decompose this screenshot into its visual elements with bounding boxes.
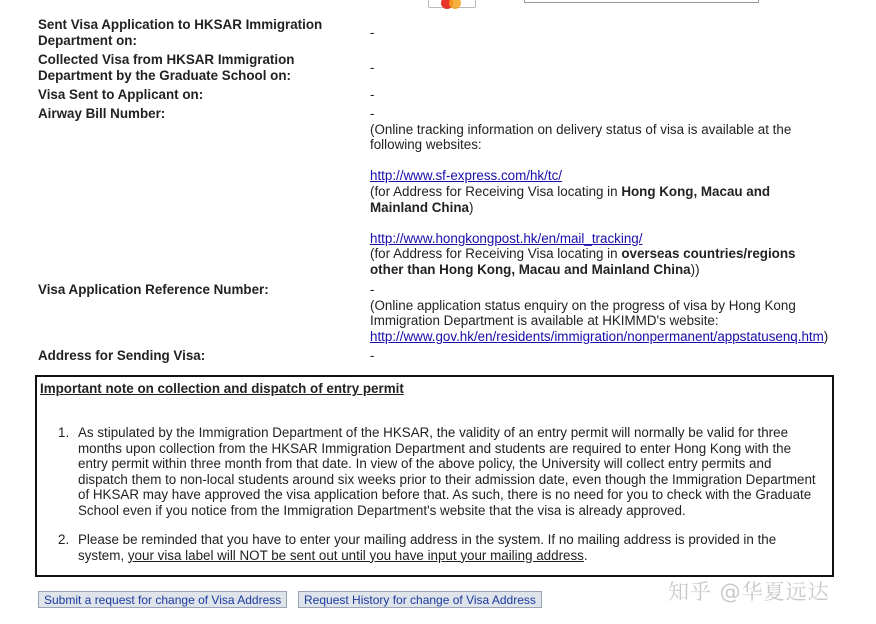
- label-address: Address for Sending Visa:: [38, 348, 206, 363]
- label-visa-sent: Visa Sent to Applicant on:: [38, 87, 204, 102]
- value-reference-number: - (Online application status enquiry on the progress of visa by Hong Kong Immigration Department is available at HKIMMD's website: http://www.gov.hk/en/residents/immigration/nonpermanent/appstatusenq.htm): [370, 282, 838, 344]
- submit-change-address-button[interactable]: Submit a request for change of Visa Address: [38, 591, 287, 608]
- label-line: Department on:: [38, 33, 137, 48]
- label-line: Department by the Graduate School on:: [38, 68, 291, 83]
- note-item-2-text: Please be reminded that you have to enter your mailing address in the system. If no mailing address is provided in the system, your visa label will NOT be sent out until you have input your mailing address.: [78, 532, 777, 563]
- sf-note: (for Address for Receiving Visa locating in Hong Kong, Macau and: [370, 183, 771, 199]
- label-sent-visa: [38, 17, 338, 49]
- note-title: Important note on collection and dispatch of entry permit: [40, 381, 404, 396]
- hongkongpost-link[interactable]: http://www.hongkongpost.hk/en/mail_tracking/: [370, 230, 643, 246]
- watermark: 知乎 @华夏远达: [668, 580, 830, 604]
- value-airway-bill: [370, 106, 838, 278]
- label-line: Collected Visa from HKSAR Immigration: [38, 52, 295, 67]
- hkpost-note: other than Hong Kong, Macau and Mainland China)): [370, 261, 700, 277]
- item-number: 2.: [58, 532, 70, 547]
- value-visa-sent: -: [370, 87, 375, 102]
- hkpost-note: (for Address for Receiving Visa locating in overseas countries/regions: [370, 246, 796, 262]
- reference-value: -: [370, 282, 375, 297]
- item-number: 1.: [58, 425, 70, 440]
- request-history-button[interactable]: Request History for change of Visa Address: [298, 591, 542, 608]
- label-reference-number: Visa Application Reference Number:: [38, 282, 269, 297]
- label-collected-visa: [38, 52, 338, 84]
- value-collected-visa: -: [370, 60, 375, 75]
- sf-note: Mainland China): [370, 199, 474, 215]
- airway-intro: following websites:: [370, 137, 482, 153]
- card-logo-icon: [428, 0, 476, 8]
- important-note-box: [35, 375, 834, 577]
- top-input-field[interactable]: [524, 0, 759, 3]
- airway-intro: (Online tracking information on delivery status of visa is available at the: [370, 121, 792, 137]
- label-line: Sent Visa Application to HKSAR Immigration: [38, 17, 323, 32]
- airway-value: -: [370, 106, 375, 121]
- note-item-1-text: As stipulated by the Immigration Department of the HKSAR, the validity of an entry permit will normally be valid for three months upon collection from the HKSAR Immigration Department and students are required to enter Hong Kong with the entry permit within three month from that date. In view of the above policy, the University will collect entry permits and dispatch them to non-local students around six weeks prior to their admission date, even though the Immigration Department of HKSAR may have approved the visa application before that. As such, there is no need for you to check with the Graduate School even if you notice from the Immigration Department's website that the visa is already approved.: [78, 425, 816, 518]
- reference-info: (Online application status enquiry on the progress of visa by Hong Kong: [370, 297, 796, 313]
- circle-orange-icon: [449, 0, 461, 9]
- value-sent-visa: -: [370, 25, 375, 40]
- sf-express-link[interactable]: http://www.sf-express.com/hk/tc/: [370, 168, 562, 184]
- label-airway-bill: Airway Bill Number:: [38, 106, 166, 121]
- value-address: -: [370, 348, 375, 363]
- reference-info: Immigration Department is available at HKIMMD's website:: [370, 313, 719, 329]
- immd-status-link[interactable]: http://www.gov.hk/en/residents/immigration/nonpermanent/appstatusenq.htm: [370, 328, 824, 344]
